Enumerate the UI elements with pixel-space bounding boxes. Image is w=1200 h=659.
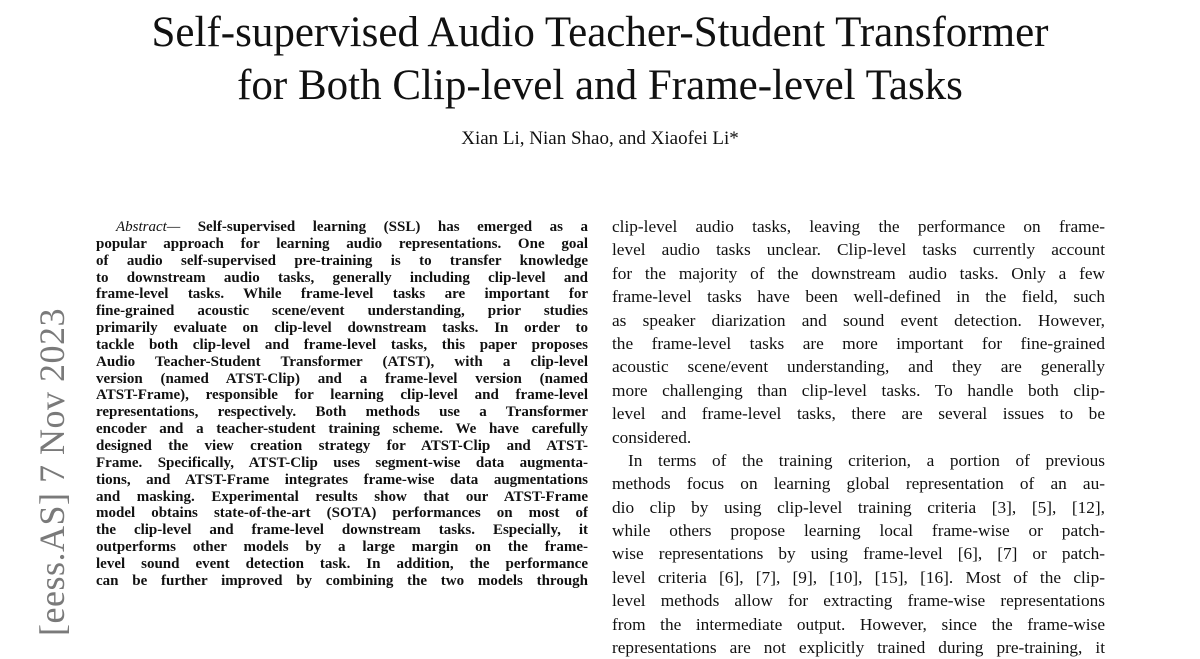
abstract-line [96,286,588,303]
abstract-line-text: the clip-level and frame-level downstream tasks. Especially, it [96,522,588,539]
abstract [96,219,588,590]
abstract-line [96,489,588,506]
abstract-line-text: of audio self-supervised pre-training is to transfer knowledge [96,252,588,269]
author-list: Xian Li, Nian Shao, and Xiaofei Li* [461,128,739,149]
paragraph-1-line: the frame-level tasks are more important for fine-grained [612,333,1105,353]
abstract-line [96,236,588,253]
abstract-line-text: Self-supervised learning (SSL) has emerged as a [197,219,588,235]
paragraph-1-line: for the majority of the downstream audio tasks. Only a few [612,263,1105,283]
abstract-line [96,539,588,556]
paragraph-1-line: considered. [612,427,692,447]
abstract-line [96,455,588,472]
abstract-line [96,522,588,539]
abstract-line-text: version (named ATST-Clip) and a frame-level version (named [96,370,588,387]
title-line-2: for Both Clip-level and Frame-level Tasks [237,62,963,109]
abstract-line-text: Audio Teacher-Student Transformer (ATST), with a clip-level [96,353,588,370]
paragraph-2-line: methods focus on learning global representation of an au- [612,474,1105,494]
abstract-label: Abstract— [116,219,181,235]
abstract-line-text: and masking. Experimental results show that our ATST-Frame [96,488,588,505]
abstract-line [96,556,588,573]
abstract-line [96,505,588,522]
abstract-line-text: encoder and a teacher-student training scheme. We have carefully [96,421,588,438]
abstract-line [96,270,588,287]
abstract-line-text: designed the view creation strategy for ATST-Clip and ATST- [96,437,588,454]
abstract-line-text: outperforms other models by a large margin on the frame- [96,539,588,556]
abstract-line [96,472,588,489]
abstract-line-text: model obtains state-of-the-art (SOTA) performances on most of [96,505,588,522]
paragraph-2-line: level criteria [6], [7], [9], [10], [15], [16]. Most of the clip- [612,567,1105,587]
title-line-1: Self-supervised Audio Teacher-Student Transformer [151,9,1049,56]
abstract-line-text: popular approach for learning audio representations. One goal [96,235,588,252]
paragraph-2-line: In terms of the training criterion, a portion of previous [628,450,1105,470]
abstract-line-text: representations, respectively. Both methods use a Transformer [96,404,588,421]
abstract-line [96,404,588,421]
paragraph-2-line: wise representations by using frame-level [6], [7] or patch- [612,544,1105,564]
paragraph-1-line: clip-level audio tasks, leaving the performance on frame- [612,217,1105,236]
paragraph-1-line: acoustic scene/event understanding, and they are generally [612,357,1105,377]
paragraph-1-line: as speaker diarization and sound event detection. However, [612,310,1105,330]
paragraph-2-line: dio clip by using clip-level training criteria [3], [5], [12], [612,497,1105,517]
abstract-line-text: tions, and ATST-Frame integrates frame-wise data augmentations [96,471,588,488]
abstract-line [96,371,588,388]
abstract-line-text: tackle both clip-level and frame-level tasks, this paper proposes [96,336,588,353]
paper-title [0,6,1200,112]
abstract-line [96,438,588,455]
abstract-line [96,387,588,404]
abstract-line-text: frame-level tasks. While frame-level tasks are important for [96,286,588,303]
abstract-line [96,354,588,371]
right-column-body [612,215,1105,659]
abstract-line [96,253,588,270]
paragraph-1-line: level and frame-level tasks, there are several issues to be [612,404,1105,424]
paragraph-2-line: representations are not explicitly trained during pre-training, it [612,638,1105,658]
abstract-line-text: level sound event detection task. In addition, the performance [96,555,588,572]
abstract-line [96,421,588,438]
paragraph-1-line: frame-level tasks have been well-defined in the field, such [612,287,1105,307]
abstract-line-text: fine-grained acoustic scene/event understanding, prior studies [96,303,588,320]
abstract-line-text: to downstream audio tasks, generally including clip-level and [96,269,588,286]
abstract-line-text: can be further improved by combining the two models through [96,572,588,589]
abstract-line [96,573,588,590]
paragraph-2-line: while others propose learning local frame-wise or patch- [612,521,1105,541]
arxiv-side-stamp: [eess.AS] 7 Nov 2023 [32,308,72,636]
abstract-line [96,303,588,320]
abstract-line [96,337,588,354]
abstract-line-text: ATST-Frame), responsible for learning clip-level and frame-level [96,387,588,404]
paragraph-1-line: more challenging than clip-level tasks. To handle both clip- [612,380,1105,400]
abstract-line [96,320,588,337]
paragraph-2-line: level methods allow for extracting frame-wise representations [612,591,1105,611]
paragraph-2-line: from the intermediate output. However, since the frame-wise [612,614,1105,634]
abstract-line-text: primarily evaluate on clip-level downstream tasks. In order to [96,320,588,337]
abstract-line-text: Frame. Specifically, ATST-Clip uses segment-wise data augmenta- [96,454,588,471]
abstract-line [96,219,588,236]
paragraph-1-line: level audio tasks unclear. Clip-level tasks currently account [612,240,1105,260]
